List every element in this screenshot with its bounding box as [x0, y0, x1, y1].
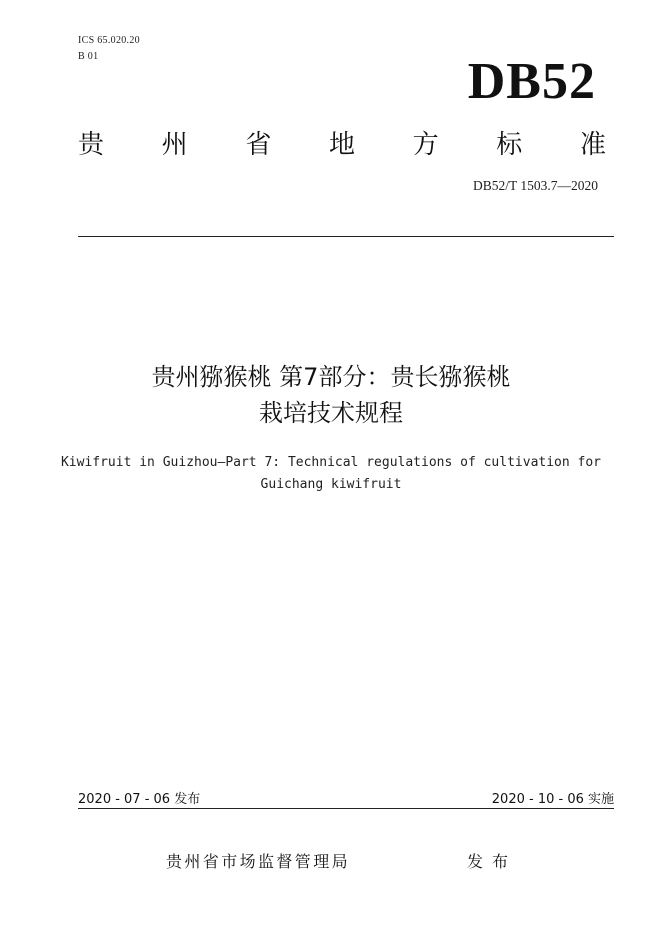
standard-type-char: 标	[496, 130, 523, 160]
chinese-title-line-2: 栽培技术规程	[259, 399, 403, 427]
publish-date: 2020 - 07 - 06 发布	[78, 792, 201, 807]
issue-label: 发布	[467, 852, 518, 871]
standard-type-heading	[78, 127, 606, 163]
english-title-line-2: Guichang kiwifruit	[260, 477, 402, 492]
issuing-authority: 贵州省市场监督管理局	[166, 852, 351, 871]
standard-type-char: 地	[328, 130, 355, 160]
standard-type-char: 州	[161, 130, 188, 160]
standard-number: DB52/T 1503.7—2020	[472, 178, 598, 193]
standard-code-logo: DB52	[467, 53, 596, 110]
implementation-date: 2020 - 10 - 06 实施	[491, 792, 614, 807]
classification-code: B 01	[78, 51, 99, 62]
standard-type-char: 方	[412, 130, 439, 160]
standard-type-char: 准	[579, 130, 606, 160]
standard-type-char: 省	[245, 130, 272, 160]
footer-divider	[78, 808, 614, 809]
header-divider	[78, 236, 614, 237]
ics-code: ICS 65.020.20	[78, 35, 140, 46]
english-title-line-1: Kiwifruit in Guizhou—Part 7: Technical regulations of cultivation for	[60, 455, 602, 470]
standard-type-char: 贵	[78, 130, 105, 160]
chinese-title-line-1: 贵州猕猴桃 第7部分：贵长猕猴桃	[151, 363, 511, 391]
